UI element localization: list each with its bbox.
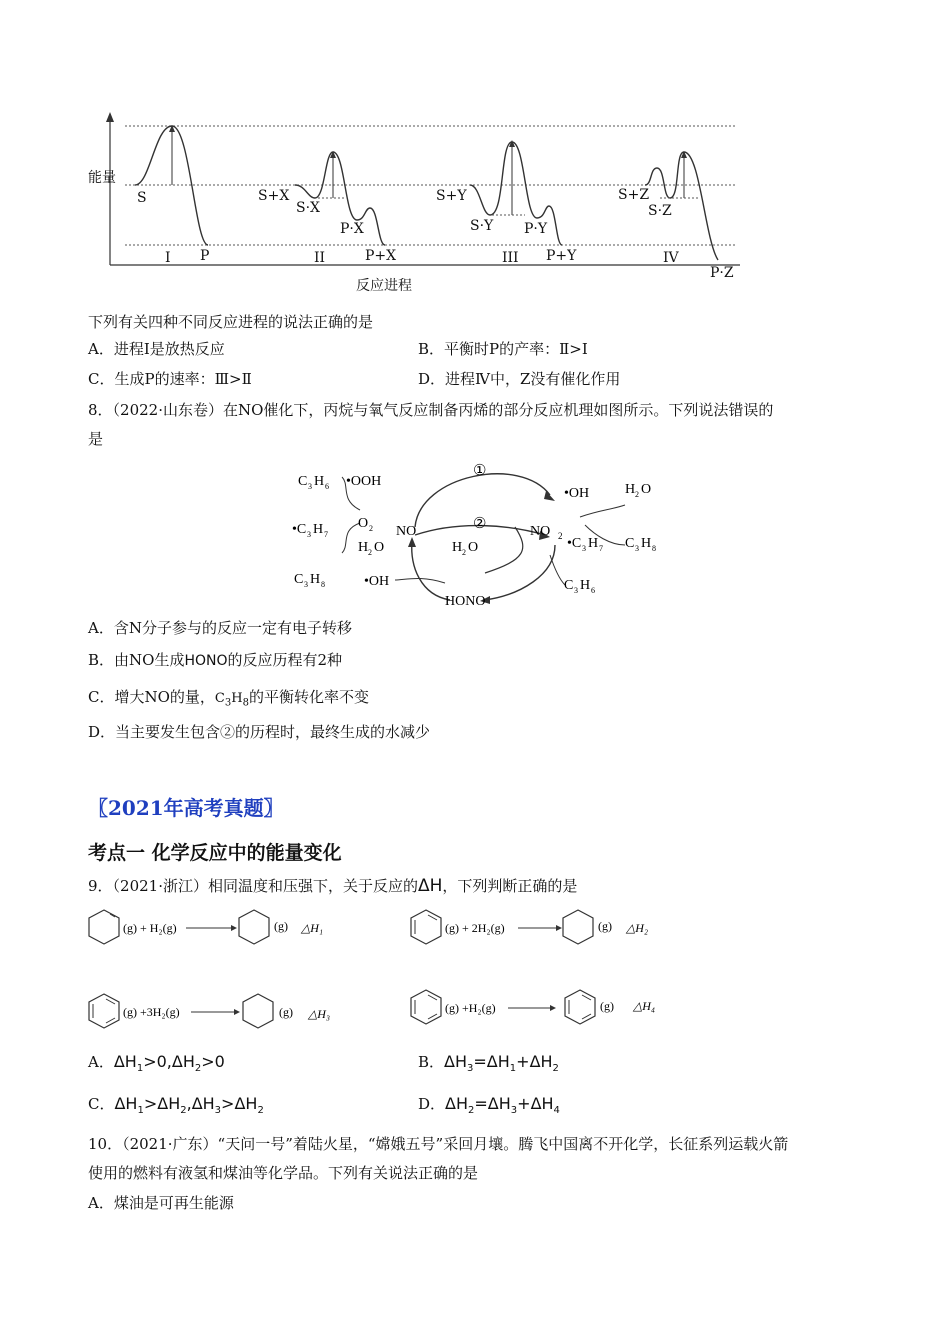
reaction-3-reactants: (g) +3H₂(g) [123,1005,180,1019]
svg-text:H: H [313,522,324,537]
svg-text:7: 7 [324,530,328,539]
reaction-3-product: (g) [279,1005,293,1019]
q9-option-b: B．$\Delta H_3=\Delta H_1+\Delta H_2$ [418,1052,559,1075]
q10-option-a: A．煤油是可再生能源 [88,1194,234,1212]
q8-option-d: D．当主要发生包含②的历程时，最终生成的水减少 [88,723,431,741]
no2-label: NO [530,524,551,539]
circle-2-label: ② [473,516,487,532]
mechanism-diagram [280,455,680,615]
svg-text:3: 3 [582,544,586,553]
svg-text:8: 8 [652,544,656,553]
circle-1-label: ① [473,463,487,479]
q9-option-a: A．$\Delta H_1>0,\Delta H_2>0$ [88,1052,225,1075]
svg-text:2: 2 [558,531,563,541]
reaction-3 [86,990,426,1034]
svg-text:2: 2 [368,548,372,557]
species-label: S+X [258,188,290,204]
q8-option-c: C．增大NO的量，$C_3H_8$的平衡转化率不变 [88,688,369,709]
svg-text:H: H [625,482,636,497]
reaction-2 [408,906,748,950]
dh3-label: △H₃ [308,1007,331,1021]
species-label: P·X [340,221,364,237]
process-label: II [314,250,326,266]
svg-text:3: 3 [574,586,578,595]
svg-text:C: C [625,536,635,551]
q10-stem-cont: 使用的燃料有液氢和煤油等化学品。下列有关说法正确的是 [88,1164,479,1182]
reaction-1-product: (g) [274,919,288,933]
svg-text:H: H [314,474,325,489]
q9-stem: 9．（2021·浙江）相同温度和压强下，关于反应的ΔH，下列判断正确的是 [88,876,578,896]
svg-text:3: 3 [308,482,312,491]
reaction-4 [408,986,748,1030]
h2o-left-label: H [358,540,369,555]
svg-text:H: H [641,536,652,551]
q7-option-c: C．生成P的速率：Ⅲ>Ⅱ [88,370,252,388]
q7-stem: 下列有关四种不同反应进程的说法正确的是 [88,313,374,331]
process-label: III [502,250,519,266]
svg-text:H: H [588,536,599,551]
dh1-label: △H₁ [301,921,324,935]
x-axis-label: 反应进程 [356,278,412,294]
section-title: 〖2021年高考真题〗 [88,796,284,820]
svg-text:O: O [374,540,385,555]
species-label: S·X [296,200,321,216]
c3h6-label: C [298,474,308,489]
svg-text:H: H [310,572,321,587]
svg-text:3: 3 [307,530,311,539]
reaction-2-product: (g) [598,919,612,933]
species-label: P+X [365,248,397,264]
svg-text:3: 3 [304,580,308,589]
q8-option-b: B．由NO生成HONO的反应历程有2种 [88,651,343,669]
species-label: S·Y [470,218,494,234]
svg-text:7: 7 [599,544,603,553]
svg-text:H: H [580,578,591,593]
oh-left-label: •OH [364,574,390,589]
q9-option-d: D．$\Delta H_2=\Delta H_3+\Delta H_4$ [418,1094,560,1117]
species-label: S+Z [618,187,650,203]
ooh-label: •OOH [346,474,382,489]
species-label: P [200,248,210,264]
process-label: IV [663,250,679,266]
q8-stem-cont: 是 [88,430,104,448]
svg-text:•C: •C [567,536,582,551]
svg-text:8: 8 [321,580,325,589]
q10-stem: 10．（2021·广东）“天问一号”着陆火星，“嫦娥五号”采回月壤。腾飞中国离不开化学，长征系列运载火箭 [88,1135,789,1153]
kaodian-title: 考点一 化学反应中的能量变化 [88,842,342,864]
process-label: I [165,250,171,266]
species-label: S [137,190,147,206]
oh-right-label: •OH [564,486,590,501]
c3h8-left-label: C [294,572,304,587]
q8-option-a: A．含N分子参与的反应一定有电子转移 [88,619,352,637]
species-label: P+Y [546,248,577,264]
o2-label: O [358,516,369,531]
q9-option-c: C．$\Delta H_1>\Delta H_2,\Delta H_3>\Delta H_2$ [88,1094,264,1117]
species-label: S·Z [648,203,672,219]
svg-text:O: O [641,482,652,497]
dh2-label: △H₂ [626,921,649,935]
q7-option-b: B．平衡时P的产率：Ⅱ>Ⅰ [418,340,588,358]
dh4-label: △H₄ [633,999,656,1013]
svg-text:6: 6 [591,586,595,595]
reaction-1-reactants: (g) + H₂(g) [123,921,177,935]
svg-text:6: 6 [325,482,329,491]
species-label: S+Y [436,188,467,204]
svg-text:C: C [564,578,574,593]
species-label: P·Y [524,221,548,237]
reaction-1 [86,906,426,950]
svg-text:2: 2 [635,490,639,499]
svg-text:2: 2 [369,524,373,533]
c3h7-label: •C [292,522,307,537]
reaction-4-reactants: (g) +H₂(g) [445,1001,496,1015]
q7-option-d: D．进程Ⅳ中，Z没有催化作用 [418,370,621,388]
reaction-4-product: (g) [600,999,614,1013]
q8-stem: 8．（2022·山东卷）在NO催化下，丙烷与氧气反应制备丙烯的部分反应机理如图所示。下列说法错误的 [88,401,774,419]
q7-option-a: A．进程Ⅰ是放热反应 [88,340,225,358]
species-label: P·Z [710,265,734,281]
svg-text:2: 2 [462,548,466,557]
y-axis-label: 能量 [88,170,116,186]
reaction-2-reactants: (g) + 2H₂(g) [445,921,505,935]
no-label: NO [396,524,417,539]
svg-text:O: O [468,540,479,555]
hono-label: HONO [445,594,486,609]
svg-text:H: H [452,540,463,555]
svg-text:3: 3 [635,544,639,553]
